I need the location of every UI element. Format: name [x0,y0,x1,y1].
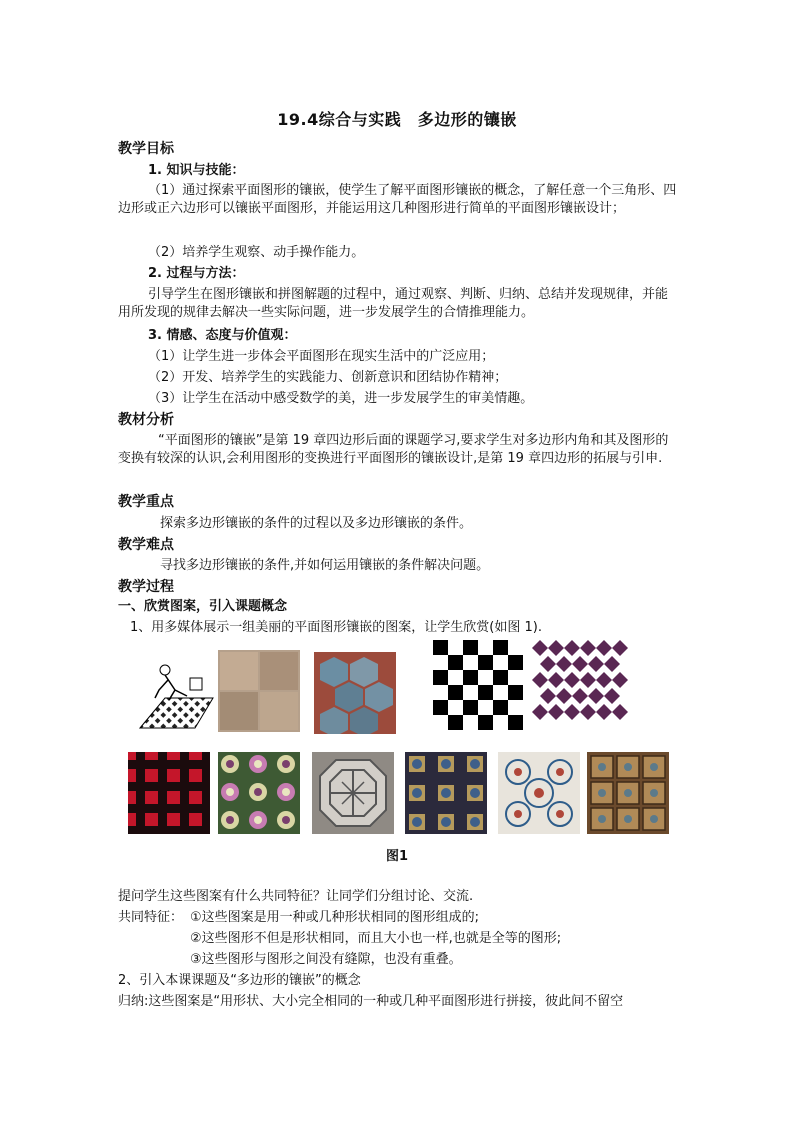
part1-paragraph: 1、用多媒体展示一组美丽的平面图形镶嵌的图案，让学生欣赏(如图 1). [130,620,542,635]
brown-ornate-pattern-image [587,752,669,834]
ornate-dark-pattern-image [405,752,487,834]
red-plaid-image [128,752,210,834]
analysis-paragraph: “平面图形的镶嵌”是第 19 章四边形后面的课题学习,要求学生对多边形内角和其及图形的变换有较深的认识,会利用图形的变换进行平面图形的镶嵌设计,是第 19 章四边形的拓展与引申. [118,433,669,466]
difficulty-heading: 教学难点 [118,537,174,553]
worker-tiling-image [135,650,215,730]
common-feature-3: ③这些图形与图形之间没有缝隙，也没有重叠。 [190,952,462,967]
process-paragraph: 引导学生在图形镶嵌和拼图解题的过程中，通过观察、判断、归纳、总结并发现规律，并能用所发现的规律去解决一些实际问题，进一步发展学生的合情推理能力。 [118,287,669,320]
emotion-heading: 3. 情感、态度与价值观： [148,328,297,343]
common-features-label: 共同特征： [118,910,184,925]
diamond-pattern-image [532,640,628,730]
focus-heading: 教学重点 [118,494,174,510]
hexagon-mosaic-image [314,652,396,734]
floral-pattern-image [498,752,580,834]
circle-pattern-image [218,752,300,834]
emotion-paragraph-1: （1）让学生进一步体会平面图形在现实生活中的广泛应用； [148,349,495,364]
common-feature-1: ①这些图案是用一种或几种形状相同的图形组成的; [190,910,480,925]
knowledge-heading: 1. 知识与技能： [148,163,245,178]
teaching-process-heading: 教学过程 [118,579,174,595]
figure-caption: 图1 [385,849,409,864]
page-title: 19.4综合与实践 多边形的镶嵌 [277,110,517,129]
emotion-paragraph-3: （3）让学生在活动中感受数学的美，进一步发展学生的审美情趣。 [148,391,534,406]
part2-paragraph: 2、引入本课课题及“多边形的镶嵌”的概念 [118,973,361,988]
part1-heading: 一、欣赏图案，引入课题概念 [118,599,288,614]
analysis-heading: 教材分析 [118,412,174,428]
summary-paragraph: 归纳:这些图案是“用形状、大小完全相同的一种或几种平面图形进行拼接，彼此间不留空 [118,994,624,1009]
goals-heading: 教学目标 [118,141,174,157]
question-paragraph: 提问学生这些图案有什么共同特征？让同学们分组讨论、交流. [118,889,474,904]
emotion-paragraph-2: （2）开发、培养学生的实践能力、创新意识和团结协作精神； [148,370,508,385]
difficulty-paragraph: 寻找多边形镶嵌的条件,并如何运用镶嵌的条件解决问题。 [160,558,490,573]
knowledge-paragraph-1: （1）通过探索平面图形的镶嵌，使学生了解平面图形镶嵌的概念，了解任意一个三角形、四边形或正六边形可以镶嵌平面图形，并能运用这几种图形进行简单的平面图形镶嵌设计； [118,183,677,216]
common-feature-2: ②这些图形不但是形状相同，而且大小也一样,也就是全等的图形; [190,931,562,946]
focus-paragraph: 探索多边形镶嵌的条件的过程以及多边形镶嵌的条件。 [160,516,473,531]
checker-pattern-image [433,640,523,730]
octagon-pattern-image [312,752,394,834]
stone-tile-image [218,650,300,732]
knowledge-paragraph-2: （2）培养学生观察、动手操作能力。 [148,245,365,260]
process-heading: 2. 过程与方法： [148,266,245,281]
